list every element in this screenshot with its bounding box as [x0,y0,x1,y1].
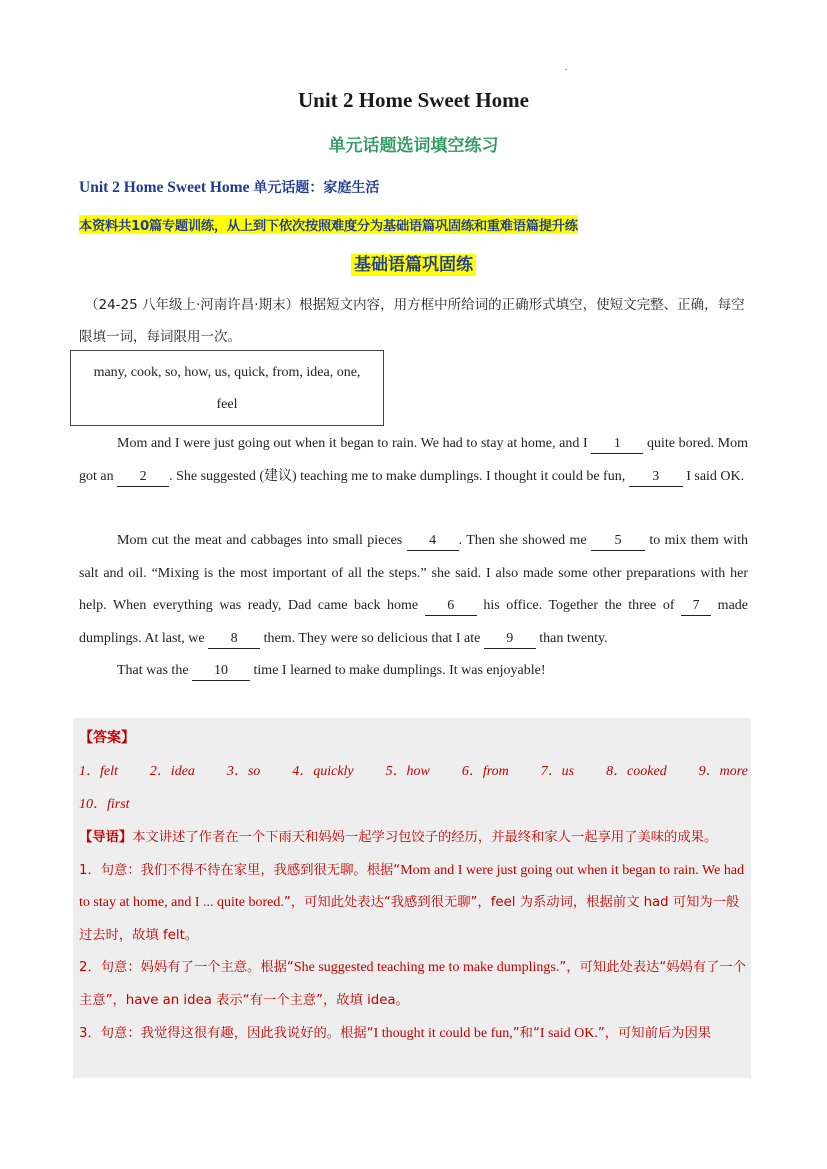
topic-line [79,177,379,197]
explanation-3 [79,1018,748,1051]
answer-explanation [79,822,748,1050]
explanation-1 [79,855,748,953]
passage-text: them. They were so delicious that I ate [260,630,484,646]
topic-english: Unit 2 Home Sweet Home [79,179,254,196]
passage-text: Mom and I were just going out when it began to rain. We had to stay at home, and I [117,436,592,451]
passage-text: time I learned to make dumplings. It was enjoyable! [250,663,546,678]
section-heading [0,250,827,275]
passage-text: Mom cut the meat and cabbages into small pieces [117,533,407,548]
explanation-text: ”，可知此处表达“妈妈有了一个主意”，have an idea 表示“有一个主意”，故填 idea。 [79,960,747,1008]
material-description: 本资料共10篇专题训练，从上到下依次按照难度分为基础语篇巩固练和重难语篇提升练 [79,215,578,234]
answer-item: 4．quickly [292,764,354,779]
answer-item: 9．more [698,764,748,779]
passage-text: . She suggested (建议) teaching me to make dumplings. I thought it could be fun, [169,468,629,484]
passage-paragraph-3 [79,655,748,688]
blank-8: 8 [208,630,260,649]
answer-item: 1．felt [79,764,118,779]
blank-7: 7 [681,597,711,616]
topic-chinese: 单元话题：家庭生活 [253,180,380,196]
passage-text: . Then she showed me [458,533,591,548]
blank-5: 5 [591,532,645,551]
explanation-text: 1．句意：我们不得不待在家里，我感到很无聊。根据“ [79,862,401,878]
intro-paragraph [79,822,748,855]
answer-list [79,760,748,780]
blank-2: 2 [117,468,169,487]
explanation-text: ”，可知前后为因果 [597,1025,712,1041]
intro-label: 【导语】 [79,830,133,845]
passage-text: That was the [117,663,193,678]
blank-1: 1 [591,435,643,454]
answer-item: 8．cooked [606,764,667,779]
passage-text: quite bored. Mom got an [79,436,748,484]
passage-paragraph-1 [79,428,748,493]
blank-6: 6 [425,597,477,616]
explanation-quote: I said OK. [539,1025,598,1041]
passage-text: to mix them with salt and oil. “Mixing is the most important of all the steps.” she said. I also made some other preparations with her help. When everything was ready, Dad came back home [79,533,748,613]
intro-text: 本文讲述了作者在一个下雨天和妈妈一起学习包饺子的经历，并最终和家人一起享用了美味的成果。 [132,830,718,845]
answer-section [73,718,751,1078]
answer-item: 5．how [385,764,430,779]
exercise-instruction: （24-25 八年级上·河南许昌·期末）根据短文内容，用方框中所给词的正确形式填空，使短文完整、正确，每空限填一词，每词限用一次。 [79,297,745,345]
blank-10: 10 [192,662,250,681]
explanation-quote: Mom and I were just going out when it began to rain. We had to stay at home, and I ... quite bored. [79,862,745,911]
answer-item: 7．us [540,764,575,779]
answer-item-10: 10．first [79,797,130,812]
answer-item: 3．so [226,764,261,779]
answer-item: 6．from [461,764,509,779]
passage-text: I said OK. [682,468,745,484]
explanation-quote: I thought it could be fun, [373,1025,513,1041]
page-title: Unit 2 Home Sweet Home [298,88,529,112]
answer-item: 2．idea [149,764,195,779]
explanation-text: 3．句意：我觉得这很有趣，因此我说好的。根据“ [79,1025,374,1041]
section-heading-text: 基础语篇巩固练 [351,254,476,276]
passage-text: made dumplings. At last, we [79,598,748,646]
passage-text: than twenty. [535,630,608,646]
explanation-text: ”和“ [512,1025,540,1041]
explanation-2 [79,952,748,1017]
explanation-text: ”，可知此处表达“我感到很无聊”，feel 为系动词，根据前文 had 可知为一般过去时，故填 felt。 [79,895,740,943]
passage-paragraph-2 [79,525,748,655]
passage-text: his office. Together the three of [476,598,682,613]
word-box-line-2: feel [216,397,238,412]
word-box-line-1: many, cook, so, how, us, quick, from, idea, one, [93,365,361,380]
explanation-text: 2．句意：妈妈有了一个主意。根据“ [79,960,294,976]
blank-3: 3 [629,468,683,487]
answer-label: 【答案】 [79,730,135,746]
page-mark: . [565,62,568,73]
explanation-quote: She suggested teaching me to make dumplings. [293,960,560,976]
word-box [70,350,384,426]
blank-4: 4 [407,532,459,551]
page-subtitle: 单元话题选词填空练习 [328,136,499,156]
blank-9: 9 [484,630,536,649]
